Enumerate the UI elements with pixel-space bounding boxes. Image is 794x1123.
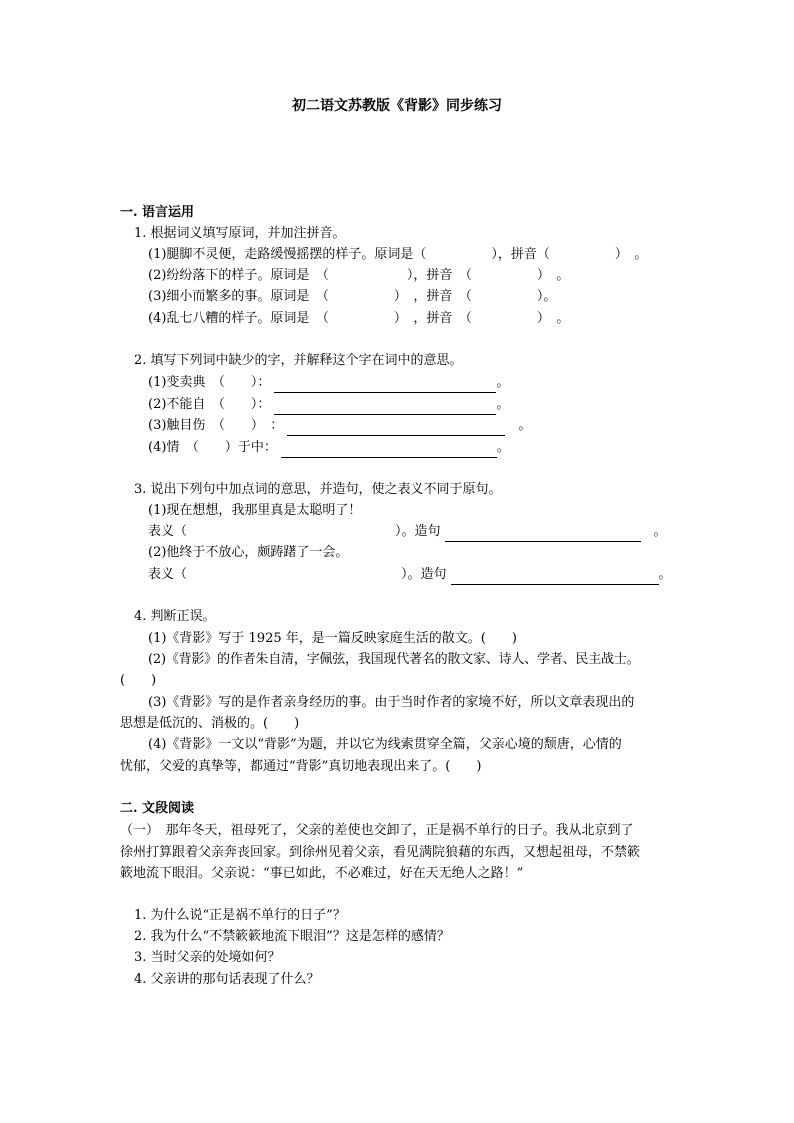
passage-line-3: 簌地流下眼泪。父亲说：“事已如此，不必难过，好在天无绝人之路！” [120,866,524,881]
question-2-item-1 [148,373,509,393]
question-2-item-2 [148,395,509,415]
passage-line-2: 徐州打算跟着父亲奔丧回家。到徐州见着父亲，看见满院狼藉的东西，又想起祖母，不禁簌 [120,845,641,860]
reading-question-3: 3. 当时父亲的处境如何？ [134,950,281,965]
question-4-prompt: 4. 判断正误。 [134,609,216,624]
question-4-item-4: (4)《背影》一文以“背影”为题，并以它为线索贯穿全篇，父亲心境的颓唐，心情的 [148,737,622,752]
reading-question-2: 2. 我为什么“不禁簌簌地流下眼泪”？这是怎样的感情？ [134,929,450,944]
question-4-item-2: (2)《背影》的作者朱自清，字佩弦，我国现代著名的散文家、诗人、学者、民主战士。 [148,652,640,667]
sentence-blank[interactable] [445,527,641,542]
meaning-end: 。 [658,567,672,582]
page-title: 初二语文苏教版《背影》同步练习 [292,98,502,114]
question-4-item-3: (3)《背影》写的是作者亲身经历的事。由于当时作者的家境不好，所以文章表现出的 [148,695,635,710]
answer-blank[interactable] [281,443,497,458]
passage-line-1: （一） 那年冬天，祖母死了，父亲的差使也交卸了，正是祸不单行的日子。我从北京到了 [120,823,634,838]
section-heading-reading: 二. 文段阅读 [120,801,195,816]
meaning-mid: ）。造句 [395,524,441,539]
question-1-item-2: (2)纷纷落下的样子。原词是 （ ），拼音 （ ） 。 [148,268,570,283]
question-3-meaning-1 [148,522,667,542]
question-3-meaning-2 [148,565,672,585]
question-2-item-end: 。 [496,397,510,412]
question-4-item-3-cont: 思想是低沉的、消极的。( ) [120,716,300,731]
meaning-end: 。 [640,524,667,539]
question-2-item-label: (2)不能自 （ ）： [148,397,271,412]
question-3-sentence-1: (1)现在想想，我那里真是太聪明了！ [148,503,362,518]
answer-blank[interactable] [274,378,496,393]
reading-question-1: 1. 为什么说“正是祸不单行的日子”？ [134,908,346,923]
question-2-prompt: 2. 填写下列词中缺少的字，并解释这个字在词中的意思。 [134,353,463,368]
question-2-item-label: (3)触目伤 （ ） ： [148,418,284,433]
meaning-label: 表义（ [148,524,188,539]
question-4-item-1: (1)《背影》写于 1925 年，是一篇反映家庭生活的散文。( ) [148,631,517,646]
question-2-item-end: 。 [496,375,510,390]
question-4-item-4-cont: 忧郁，父爱的真挚等，都通过“背影”真切地表现出来了。( ) [120,759,482,774]
question-2-item-end: 。 [496,440,510,455]
question-3-prompt: 3. 说出下列句中加点词的意思，并造句，使之表义不同于原句。 [134,482,502,497]
answer-blank[interactable] [287,421,505,436]
question-2-item-4 [148,438,510,458]
section-heading-language-use: 一. 语言运用 [120,205,195,220]
meaning-label: 表义（ [148,567,188,582]
reading-question-4: 4. 父亲讲的那句话表现了什么？ [134,972,320,987]
question-3-sentence-2: (2)他终于不放心，颇踌躇了一会。 [148,545,349,560]
sentence-blank[interactable] [451,570,659,585]
question-1-item-4: (4)乱七八糟的样子。原词是 （ ） ，拼音 （ ） 。 [148,311,570,326]
question-4-item-2-cont: ( ) [120,673,157,688]
question-1-item-1: (1)腿脚不灵便，走路缓慢摇摆的样子。原词是（ ），拼音（ ） 。 [148,247,648,262]
answer-blank[interactable] [274,400,496,415]
question-1-prompt: 1. 根据词义填写原词，并加注拼音。 [134,226,346,241]
question-2-item-label: (4)情 （ ）于中： [148,440,277,455]
question-2-item-end: 。 [505,418,532,433]
question-1-item-3: (3)细小而繁多的事。原词是 （ ） ，拼音 （ ）。 [148,289,557,304]
question-2-item-label: (1)变卖典 （ ）： [148,375,271,390]
question-2-item-3 [148,416,531,436]
meaning-mid: ）。造句 [401,567,447,582]
